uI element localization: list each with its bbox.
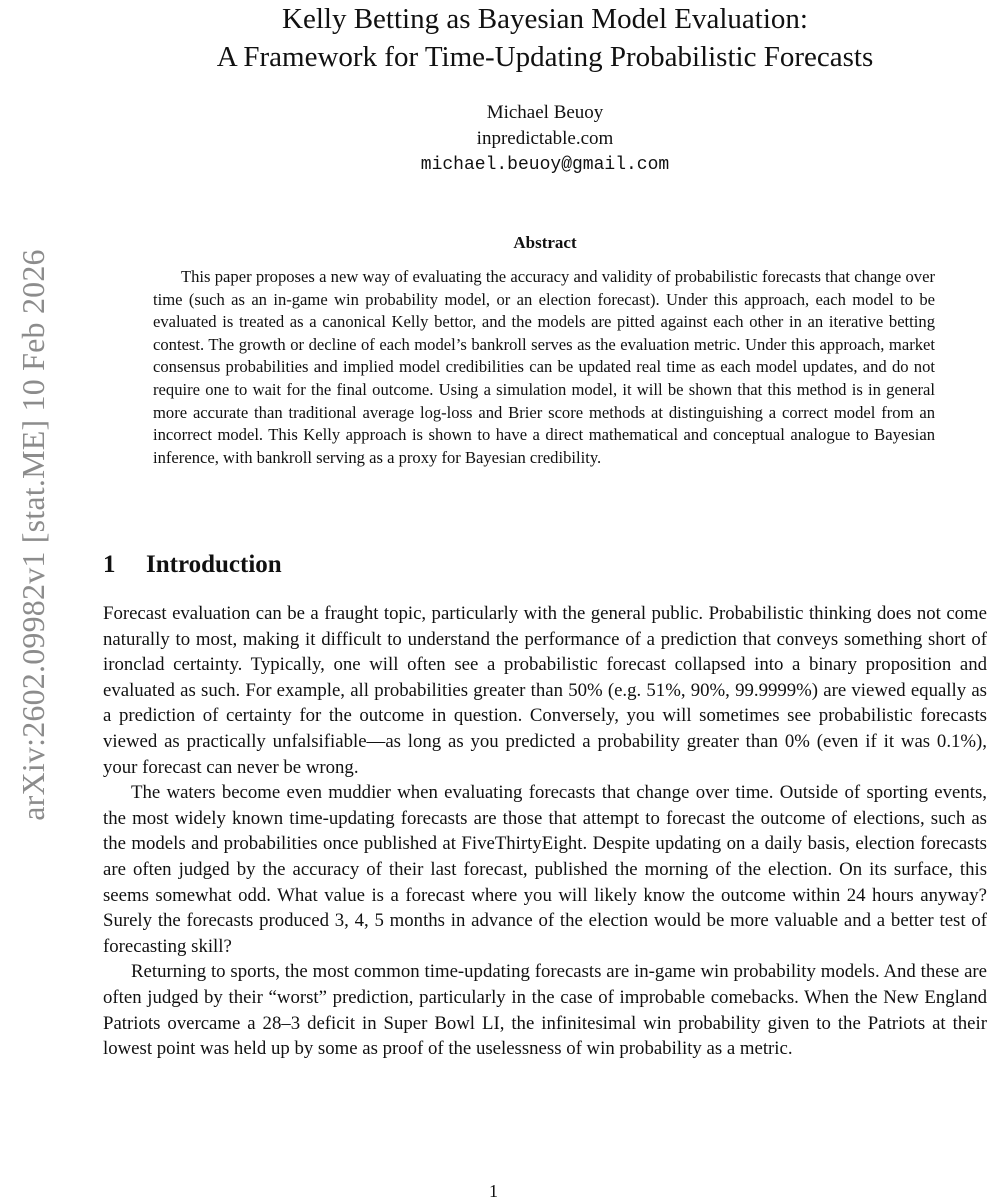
paper-title [110,0,980,76]
paragraph: Forecast evaluation can be a fraught topic, particularly with the general public. Probabilistic thinking does not come naturally to most, making it difficult to understand the performance of a prediction that conveys something short of ironclad certainty. Typically, one will often see a probabilistic forecast collapsed into a binary proposition and evaluated as such. For example, all probabilities greater than 50% (e.g. 51%, 90%, 99.9999%) are viewed equally as a prediction of certainty for the outcome in question. Conversely, you will sometimes see probabilistic forecasts viewed as practically unfalsifiable—as long as you predicted a probability greater than 0% (even if it was 0.1%), your forecast can never be wrong. [103,603,987,778]
page-number: 1 [489,1181,498,1201]
paper-title-line-2: A Framework for Time-Updating Probabilistic Forecasts [216,41,874,73]
abstract-heading: Abstract [513,233,577,252]
author-block [110,100,980,178]
section-title: Introduction [146,551,282,578]
author-email[interactable]: michael.beuoy@gmail.com [420,155,670,175]
paper-title-line-1: Kelly Betting as Bayesian Model Evaluation: [282,3,808,35]
abstract-text: This paper proposes a new way of evaluating the accuracy and validity of probabilistic forecasts that change over time (such as an in-game win probability model, or an election forecast). Under this approach, each model to be evaluated is treated as a canonical Kelly bettor, and the models are pitted against each other in an iterative betting contest. The growth or decline of each model’s bankroll serves as the evaluation metric. Under this approach, market consensus probabilities and implied model credibilities can be updated real time as each model updates, and do not require one to wait for the final outcome. Using a simulation model, it will be shown that this method is in general more accurate than traditional average log-loss and Brier score methods at distinguishing a correct model from an incorrect model. This Kelly approach is shown to have a direct mathematical and conceptual analogue to Bayesian inference, with bankroll serving as a proxy for Bayesian credibility. [153,267,935,467]
author-affiliation[interactable]: inpredictable.com [476,128,614,149]
section-number: 1 [103,551,116,578]
paragraph: The waters become even muddier when evaluating forecasts that change over time. Outside of sporting events, the most widely known time-updating forecasts are those that attempt to forecast the outcome of elections, such as the models and probabilities once published at FiveThirtyEight. Despite updating on a daily basis, election forecasts are often judged by the accuracy of their last forecast, published the morning of the election. On its surface, this seems somewhat odd. What value is a forecast where you will likely know the outcome within 24 hours anyway? Surely the forecasts produced 3, 4, 5 months in advance of the election would be more valuable and a better test of forecasting skill? [103,782,987,957]
section-heading [103,548,282,582]
introduction-body [103,601,987,1062]
arxiv-identifier[interactable]: arXiv:2602.09982v1 [stat.ME] 10 Feb 2026 [15,249,51,821]
author-name: Michael Beuoy [486,102,604,123]
paragraph: Returning to sports, the most common time-updating forecasts are in-game win probability models. And these are often judged by their “worst” prediction, particularly in the case of improbable comebacks. When the New England Patriots overcame a 28–3 deficit in Super Bowl LI, the infinitesimal win probability given to the Patriots at their lowest point was held up by some as proof of the uselessness of win probability as a metric. [103,961,987,1060]
